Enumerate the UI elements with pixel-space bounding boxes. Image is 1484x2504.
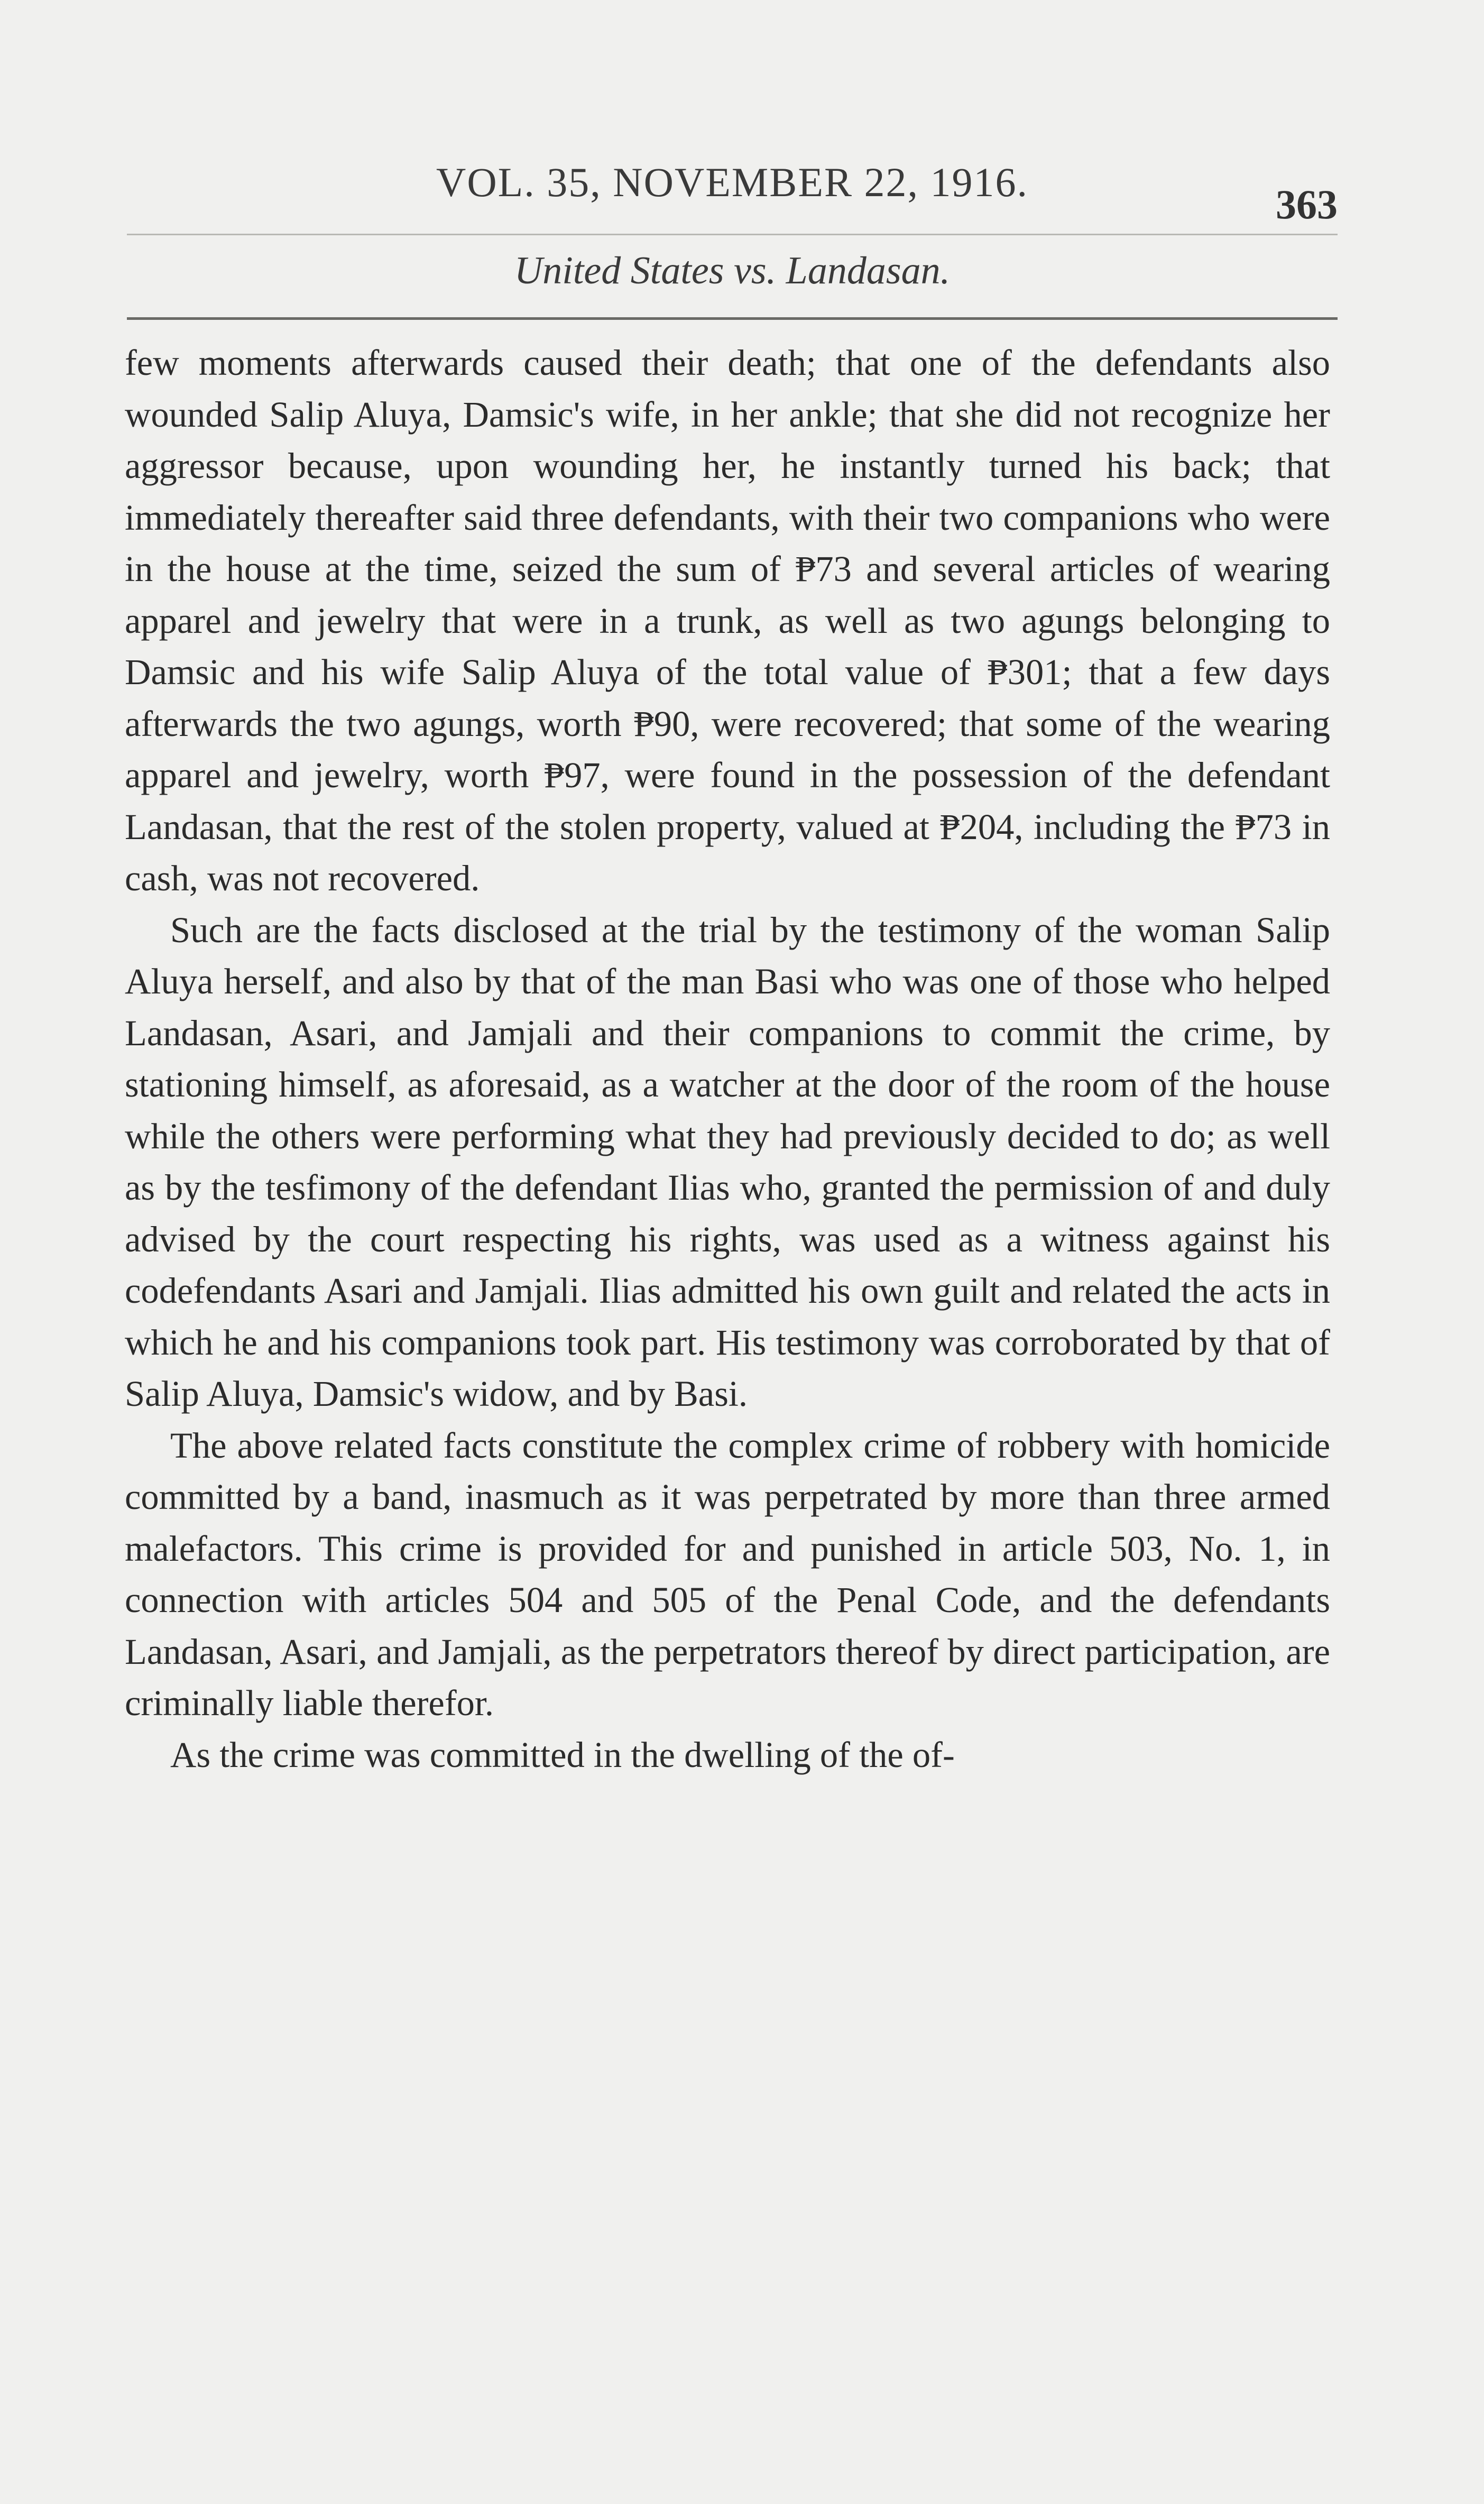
header-rule-thin: [127, 234, 1338, 235]
paragraph-continuation: few moments afterwards caused their death; that one of the defendants also wounded Salip Aluya, Damsic's wife, in her ankle; that she did not recognize her aggressor because, upon wounding her, he instantly turned his back; that immediately thereafter said three defendants, with their two companions who were in the house at the time, seized the sum of ₱73 and several articles of wearing apparel and jewelry that were in a trunk, as well as two agungs belonging to Damsic and his wife Salip Aluya of the total value of ₱301; that a few days afterwards the two agungs, worth ₱90, were recovered; that some of the wearing apparel and jewelry, worth ₱97, were found in the possession of the defendant Landasan, that the rest of the stolen property, valued at ₱204, including the ₱73 in cash, was not recovered.: [125, 343, 1330, 898]
case-title: United States vs. Landasan.: [514, 249, 951, 292]
body-text: [125, 337, 1330, 1781]
paragraph-dwelling: As the crime was committed in the dwelling of the of-: [170, 1734, 955, 1775]
header-rule-thick: [127, 317, 1338, 320]
paragraph-facts-disclosed: Such are the facts disclosed at the trial by the testimony of the woman Salip Aluya herself, and also by that of the man Basi who was one of those who helped Landasan, Asari, and Jamjali and their companions to commit the crime, by stationing himself, as aforesaid, as a watcher at the door of the room of the house while the others were performing what they had previously decided to do; as well as by the tesfimony of the defendant Ilias who, granted the permission of and duly advised by the court respecting his rights, was used as a witness against his codefendants Asari and Jamjali. Ilias admitted his own guilt and related the acts in which he and his companions took part. His testimony was corroborated by that of Salip Aluya, Damsic's widow, and by Basi.: [125, 909, 1330, 1414]
running-head: VOL. 35, NOVEMBER 22, 1916.: [436, 159, 1028, 205]
paragraph-complex-crime: The above related facts constitute the complex crime of robbery with homicide committed by a band, inasmuch as it was perpetrated by more than three armed malefactors. This crime is provided for and punished in article 503, No. 1, in connection with articles 504 and 505 of the Penal Code, and the defendants Landasan, Asari, and Jamjali, as the perpetrators thereof by direct participation, are criminally liable therefor.: [125, 1425, 1330, 1723]
page-number: 363: [1276, 181, 1338, 227]
